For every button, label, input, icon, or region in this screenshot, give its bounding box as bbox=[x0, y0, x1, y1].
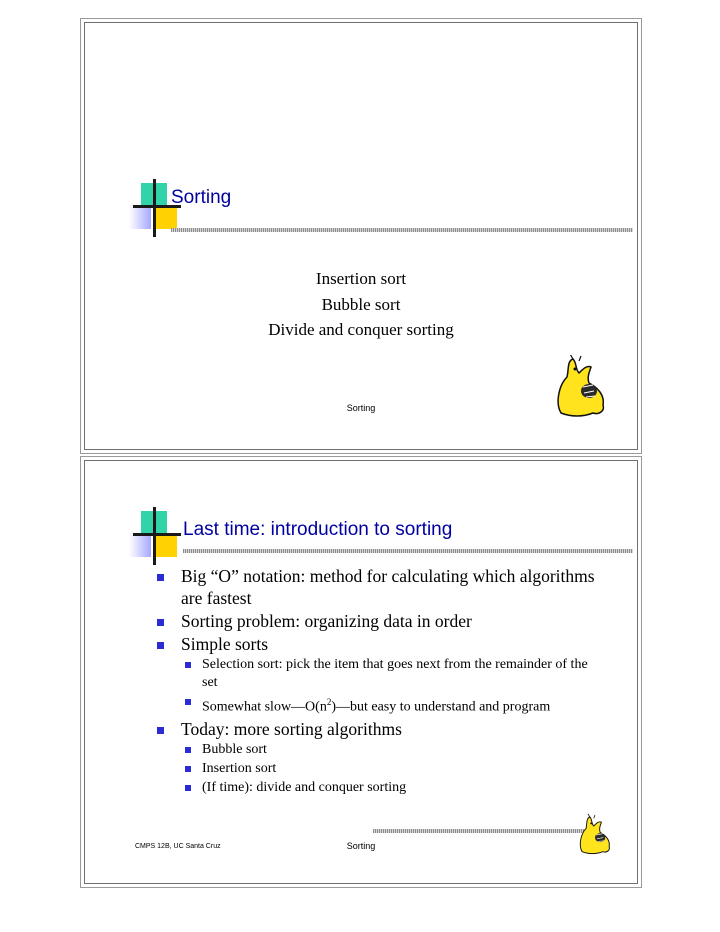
list-item: Insertion sort bbox=[125, 760, 595, 778]
square-bullet-icon bbox=[185, 699, 191, 705]
slide-2-footer: Sorting bbox=[346, 841, 376, 851]
title-rule bbox=[171, 228, 633, 232]
slide-1 bbox=[84, 22, 638, 450]
list-item: Bubble sort bbox=[125, 741, 595, 759]
slide-2-title: Last time: introduction to sorting bbox=[183, 519, 453, 540]
square-bullet-icon bbox=[157, 727, 164, 734]
list-item: Somewhat $slow—O(n^2)—but$ easy to understand and program bbox=[125, 693, 595, 717]
banana-slug-icon bbox=[577, 813, 613, 857]
banana-slug-icon bbox=[553, 355, 609, 419]
title-rule bbox=[183, 549, 633, 553]
subtitle-line: Divide and conquer sorting bbox=[268, 320, 454, 339]
list-item: Selection sort: pick the item that goes next from the remainder of the set bbox=[125, 656, 595, 692]
square-bullet-icon bbox=[157, 619, 164, 626]
list-item: (If time): divide and conquer sorting bbox=[125, 779, 595, 797]
square-bullet-icon bbox=[185, 766, 191, 772]
square-bullet-icon bbox=[157, 642, 164, 649]
subtitle-line: Insertion sort bbox=[315, 269, 407, 288]
footer-rule bbox=[373, 829, 593, 833]
subtitle-line: Bubble sort bbox=[321, 295, 401, 314]
square-bullet-icon bbox=[157, 574, 164, 581]
slide-1-footer: Sorting bbox=[346, 403, 376, 413]
list-item: Big “O” notation: method for calculating which algorithms are fastest bbox=[125, 565, 595, 609]
square-bullet-icon bbox=[185, 662, 191, 668]
list-item: Today: more sorting algorithms bbox=[125, 718, 595, 740]
color-squares-crosshair-icon bbox=[129, 511, 189, 571]
square-bullet-icon bbox=[185, 747, 191, 753]
list-item: Sorting problem: organizing data in order bbox=[125, 610, 595, 632]
bullet-list bbox=[125, 565, 595, 798]
list-item: Simple sorts bbox=[125, 633, 595, 655]
slide-1-title: Sorting bbox=[171, 187, 232, 208]
square-bullet-icon bbox=[185, 785, 191, 791]
footer-course: CMPS 12B, UC Santa Cruz bbox=[135, 843, 221, 850]
slide-2 bbox=[84, 460, 638, 884]
